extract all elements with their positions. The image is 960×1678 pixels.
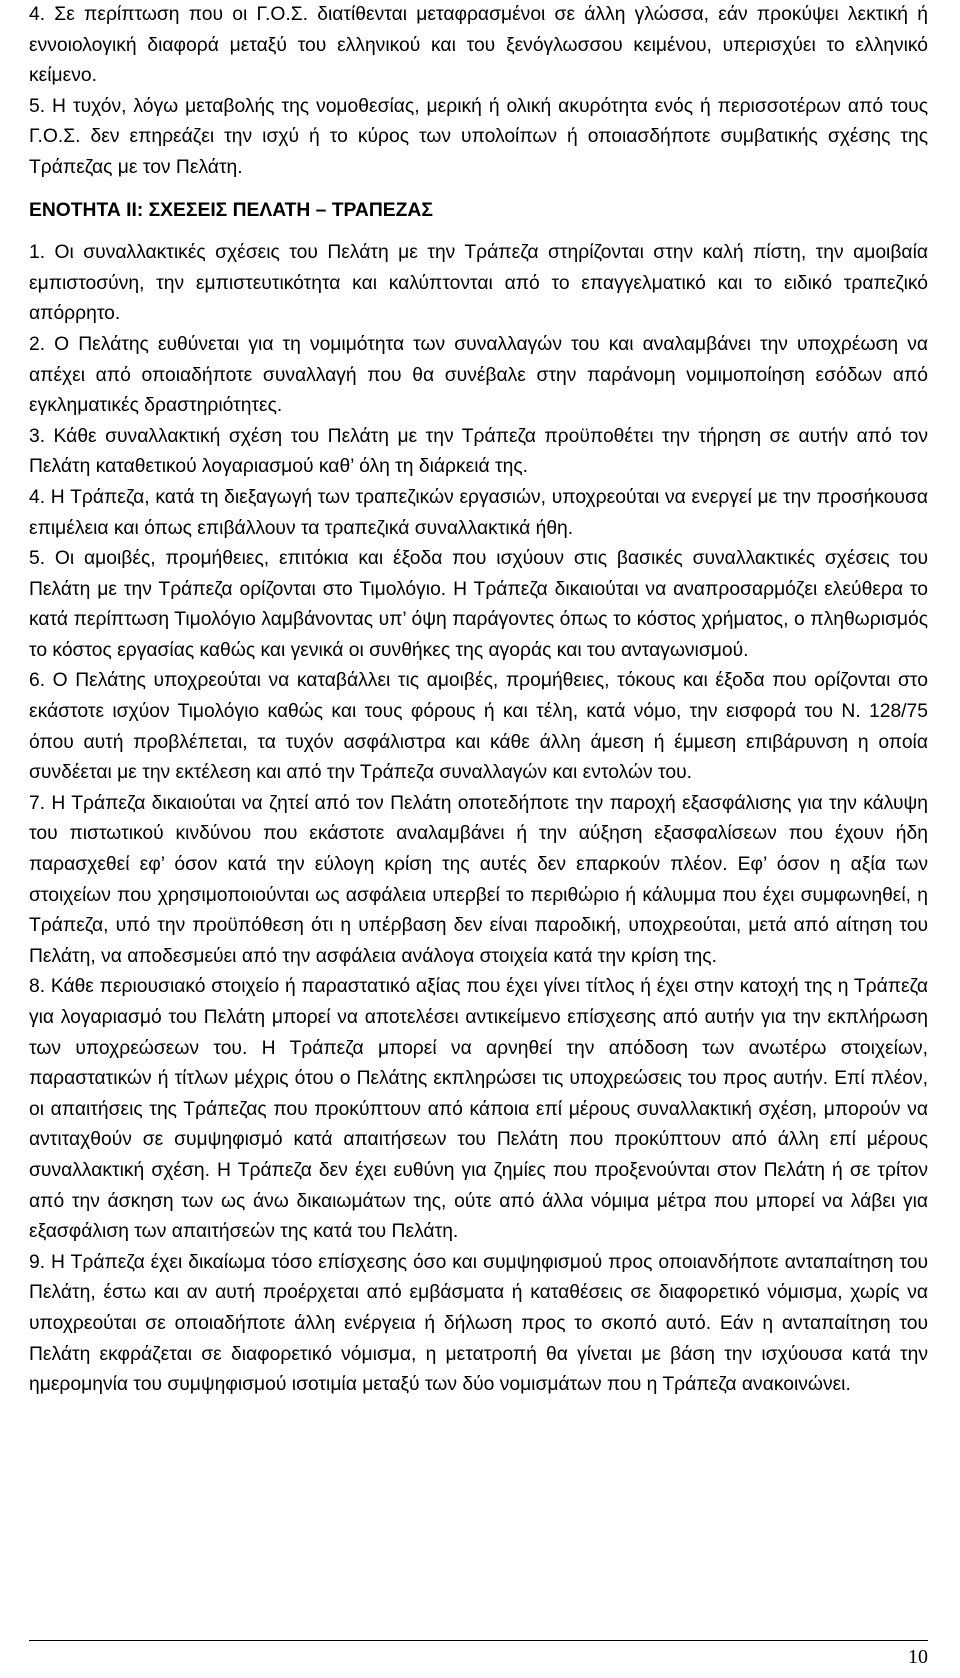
paragraph-terms-invalidity: 5. Η τυχόν, λόγω μεταβολής της νομοθεσίας, μερική ή ολική ακυρότητα ενός ή περισσοτέρων από τους Γ.Ο.Σ. δεν επηρεάζει την ισχύ ή το κύρος των υπολοίπων ή οποιασδήποτε συμβατικής σχέσης της Τράπεζας με τον Πελάτη. <box>29 95 928 178</box>
paragraph-7: 7. Η Τράπεζα δικαιούται να ζητεί από τον Πελάτη οποτεδήποτε την παροχή εξασφάλισης για την κάλυψη του πιστωτικού κινδύνου που εκάστοτε αναλαμβάνει ή την αύξηση εξασφαλίσεων που έχουν ήδη παρασχεθεί εφ’ όσον κατά την εύλογη κρίση της αυτές δεν επαρκούν πλέον. Εφ’ όσον η αξία των στοιχείων που χρησιμοποιούνται ως ασφάλεια υπερβεί το περιθώριο ή κάλυμμα που έχει συμφωνηθεί, η Τράπεζα, υπό την προϋπόθεση ότι η υπέρβαση δεν είναι παροδική, υποχρεούται, μετά από αίτηση του Πελάτη, να αποδεσμεύει από την ασφάλεια ανάλογα στοιχεία κατά την κρίση της. <box>29 792 928 967</box>
paragraph-1: 1. Οι συναλλακτικές σχέσεις του Πελάτη με την Τράπεζα στηρίζονται στην καλή πίστη, την αμοιβαία εμπιστοσύνη, την εμπιστευτικότητα και καλύπτονται από το επαγγελματικό και το ειδικό τραπεζικό απόρρητο. <box>29 242 928 325</box>
page-number: 10 <box>908 1646 928 1668</box>
document-body <box>29 0 928 1401</box>
paragraph-9: 9. Η Τράπεζα έχει δικαίωμα τόσο επίσχεσης όσο και συμψηφισμού προς οποιανδήποτε ανταπαίτηση του Πελάτη, έστω και αν αυτή προέρχεται από εμβάσματα ή καταθέσεις σε διαφορετικό νόμισμα, χωρίς να υποχρεούται σε οποιαδήποτε άλλη ενέργεια ή δήλωση προς το σκοπό αυτό. Εάν η ανταπαίτηση του Πελάτη εκφράζεται σε διαφορετικό νόμισμα, η μετατροπή θα γίνεται με βάση την ισχύουσα κατά την ημερομηνία του συμψηφισμού ισοτιμία μεταξύ των δύο νομισμάτων που η Τράπεζα ανακοινώνει. <box>29 1251 928 1396</box>
section-heading: ΕΝΟΤΗΤΑ ΙΙ: ΣΧΕΣΕΙΣ ΠΕΛΑΤΗ – ΤΡΑΠΕΖΑΣ <box>29 199 433 221</box>
paragraph-5: 5. Οι αμοιβές, προμήθειες, επιτόκια και έξοδα που ισχύουν στις βασικές συναλλακτικές σχέσεις του Πελάτη με την Τράπεζα ορίζονται στο Τιμολόγιο. Η Τράπεζα δικαιούται να αναπροσαρμόζει ελεύθερα το κατά περίπτωση Τιμολόγιο λαμβάνοντας υπ’ όψη παράγοντες όπως το κόστος χρήματος, ο πληθωρισμός το κόστος εργασίας καθώς και γενικά οι συνθήκες της αγοράς και του ανταγωνισμού. <box>29 548 928 661</box>
paragraph-2: 2. Ο Πελάτης ευθύνεται για τη νομιμότητα των συναλλαγών του και αναλαμβάνει την υποχρέωση να απέχει από οποιαδήποτε συναλλαγή που θα συνέβαλε στην παράνομη νομιμοποίηση εσόδων από εγκληματικές δραστηριότητες. <box>29 333 928 417</box>
paragraph-terms-translation: 4. Σε περίπτωση που οι Γ.Ο.Σ. διατίθενται μεταφρασμένοι σε άλλη γλώσσα, εάν προκύψει λεκτική ή εννοιολογική διαφορά μεταξύ του ελληνικού και του ξενόγλωσσου κειμένου, υπερισχύει το ελληνικό κείμενο. <box>29 4 928 87</box>
paragraph-4: 4. Η Τράπεζα, κατά τη διεξαγωγή των τραπεζικών εργασιών, υποχρεούται να ενεργεί με την προσήκουσα επιμέλεια και όπως επιβάλλουν τα τραπεζικά συναλλακτικά ήθη. <box>29 486 928 539</box>
paragraph-3: 3. Κάθε συναλλακτική σχέση του Πελάτη με την Τράπεζα προϋποθέτει την τήρηση σε αυτήν από τον Πελάτη καταθετικού λογαριασμού καθ’ όλη τη διάρκειά της. <box>29 425 928 478</box>
paragraph-8: 8. Κάθε περιουσιακό στοιχείο ή παραστατικό αξίας που έχει γίνει τίτλος ή έχει στην κατοχή της η Τράπεζα για λογαριασμό του Πελάτη μπορεί να αποτελέσει αντικείμενο επίσχεσης από αυτήν για την εκπλήρωση των υποχρεώσεων του. Η Τράπεζα μπορεί να αρνηθεί την απόδοση των ανωτέρω στοιχείων, παραστατικών ή τίτλων μέχρις ότου ο Πελάτης εκπληρώσει τις υποχρεώσεις του προς αυτήν. Επί πλέον, οι απαιτήσεις της Τράπεζας που προκύπτουν από κάποια επί μέρους συναλλακτική σχέση, μπορούν να αντιταχθούν σε συμψηφισμό κατά απαιτήσεων του Πελάτη που προκύπτουν από άλλη επί μέρους συναλλακτική σχέση. Η Τράπεζα δεν έχει ευθύνη για ζημίες που προξενούνται στον Πελάτη ή σε τρίτον από την άσκηση των ως άνω δικαιωμάτων της, ούτε από άλλα νόμιμα μέτρα που μπορεί να λάβει για εξασφάλιση των απαιτήσεών της κατά του Πελάτη. <box>29 976 928 1243</box>
footer-divider <box>29 1640 928 1641</box>
paragraph-6: 6. Ο Πελάτης υποχρεούται να καταβάλλει τις αμοιβές, προμήθειες, τόκους και έξοδα που ορίζονται στο εκάστοτε ισχύον Τιμολόγιο καθώς και τους φόρους ή και τέλη, κατά νόμο, την εισφορά του Ν. 128/75 όπου αυτή προβλέπεται, τα τυχόν ασφάλιστρα και κάθε άλλη άμεση ή έμμεση επιβάρυνση η οποία συνδέεται με την εκτέλεση και από την Τράπεζα συναλλαγών και εντολών του. <box>29 670 928 784</box>
